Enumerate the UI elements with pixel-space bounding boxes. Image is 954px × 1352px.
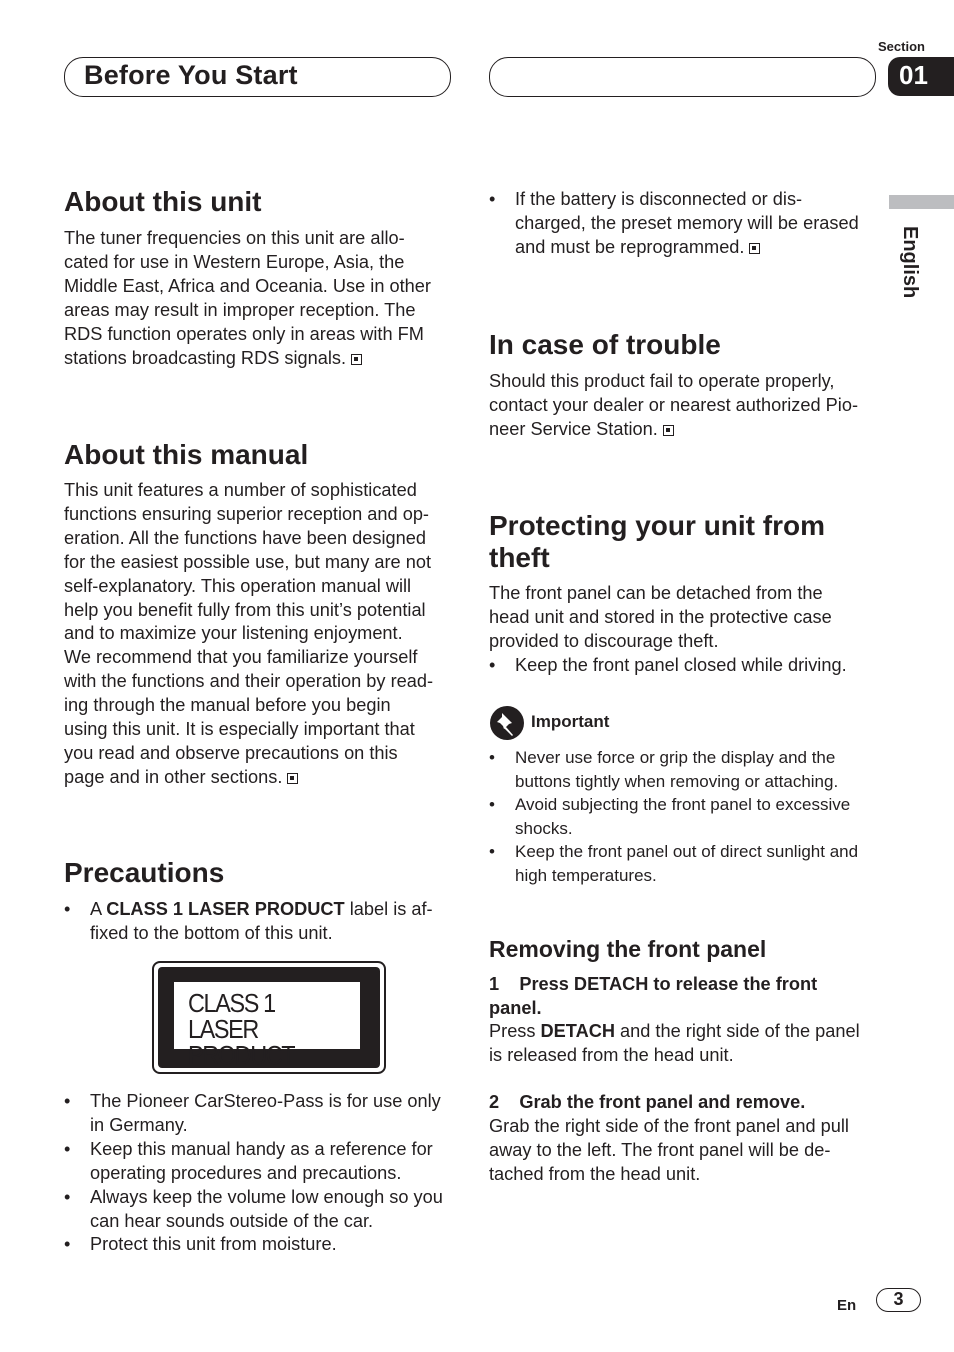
theft-heading: Protecting your unit from theft xyxy=(489,510,825,573)
important-pin-icon xyxy=(490,706,524,740)
step2-title: 2 Grab the front panel and remove. xyxy=(489,1092,806,1112)
end-mark-icon xyxy=(663,425,674,436)
end-mark-icon xyxy=(749,243,760,254)
list-item: • A CLASS 1 LASER PRODUCT label is af- fixed to the bottom of this unit. xyxy=(64,898,454,946)
battery-list xyxy=(489,188,889,260)
footer-language: En xyxy=(837,1297,857,1314)
precautions-first-list xyxy=(64,898,454,946)
theft-list xyxy=(489,654,889,678)
removing-heading: Removing the front panel xyxy=(489,936,767,962)
laser-product-label xyxy=(152,961,386,1074)
precautions-list xyxy=(64,1090,464,1257)
theft-text: The front panel can be detached from the head unit and stored in the protective case provided to discourage theft. xyxy=(489,583,832,651)
about-unit-heading: About this unit xyxy=(64,186,262,217)
section-number: 01 xyxy=(888,57,954,96)
important-label: Important xyxy=(531,712,610,731)
step1-text: Press DETACH and the right side of the panel is released from the head unit. xyxy=(489,1021,860,1065)
section-label: Section xyxy=(878,39,925,54)
language-tab-bar xyxy=(889,195,954,209)
list-item: • Keep the front panel out of direct sunlight and high temperatures. xyxy=(489,840,889,887)
about-manual-heading: About this manual xyxy=(64,439,309,470)
trouble-heading: In case of trouble xyxy=(489,329,721,360)
language-tab-label: English xyxy=(899,226,921,299)
header-blank-frame xyxy=(489,57,876,97)
end-mark-icon xyxy=(351,354,362,365)
about-manual-text: This unit features a number of sophisticated functions ensuring superior reception and op- eration. All the functions have been designed for the easiest possible use, but many are not self-explanatory. This operation manual will help you benefit fully from this unit’s potential and to maximize your listening enjoyment. We recommend that you familiarize yourself with the functions and their operation by read- ing through the manual before you begin using this unit. It is especially important that you read and observe precautions on this page and in other sections. xyxy=(64,480,434,787)
about-unit-text: The tuner frequencies on this unit are allo- cated for use in Western Europe, Asia, the Middle East, Africa and Oceania. Use in other areas may result in improper reception. The RDS function operates only in areas with FM stations broadcasting RDS signals. xyxy=(64,228,431,368)
step2-text: Grab the right side of the front panel and pull away to the left. The front panel will be de- tached from the head unit. xyxy=(489,1116,849,1184)
list-item: • Protect this unit from moisture. xyxy=(64,1233,464,1257)
step1-title: 1 Press DETACH to release the front panel. xyxy=(489,974,818,1018)
page-number: 3 xyxy=(876,1288,921,1312)
list-item: • Never use force or grip the display and the buttons tightly when removing or attaching. xyxy=(489,746,889,793)
precautions-heading: Precautions xyxy=(64,857,225,888)
list-item: • Keep this manual handy as a reference for operating procedures and precautions. xyxy=(64,1138,464,1186)
list-item: • If the battery is disconnected or dis- charged, the preset memory will be erased and must be reprogrammed. xyxy=(489,188,889,260)
list-item: • Always keep the volume low enough so you can hear sounds outside of the car. xyxy=(64,1186,464,1234)
laser-label-line2: LASER PRODUCT xyxy=(188,1014,295,1070)
list-item: • The Pioneer CarStereo-Pass is for use only in Germany. xyxy=(64,1090,464,1138)
page-section-title: Before You Start xyxy=(84,60,298,90)
list-item: • Avoid subjecting the front panel to excessive shocks. xyxy=(489,793,889,840)
list-item: • Keep the front panel closed while driving. xyxy=(489,654,889,678)
trouble-text: Should this product fail to operate properly, contact your dealer or nearest authorized Pio- neer Service Station. xyxy=(489,371,859,439)
important-list xyxy=(489,746,889,888)
laser-label-line1: CLASS 1 xyxy=(188,988,275,1018)
end-mark-icon xyxy=(287,773,298,784)
